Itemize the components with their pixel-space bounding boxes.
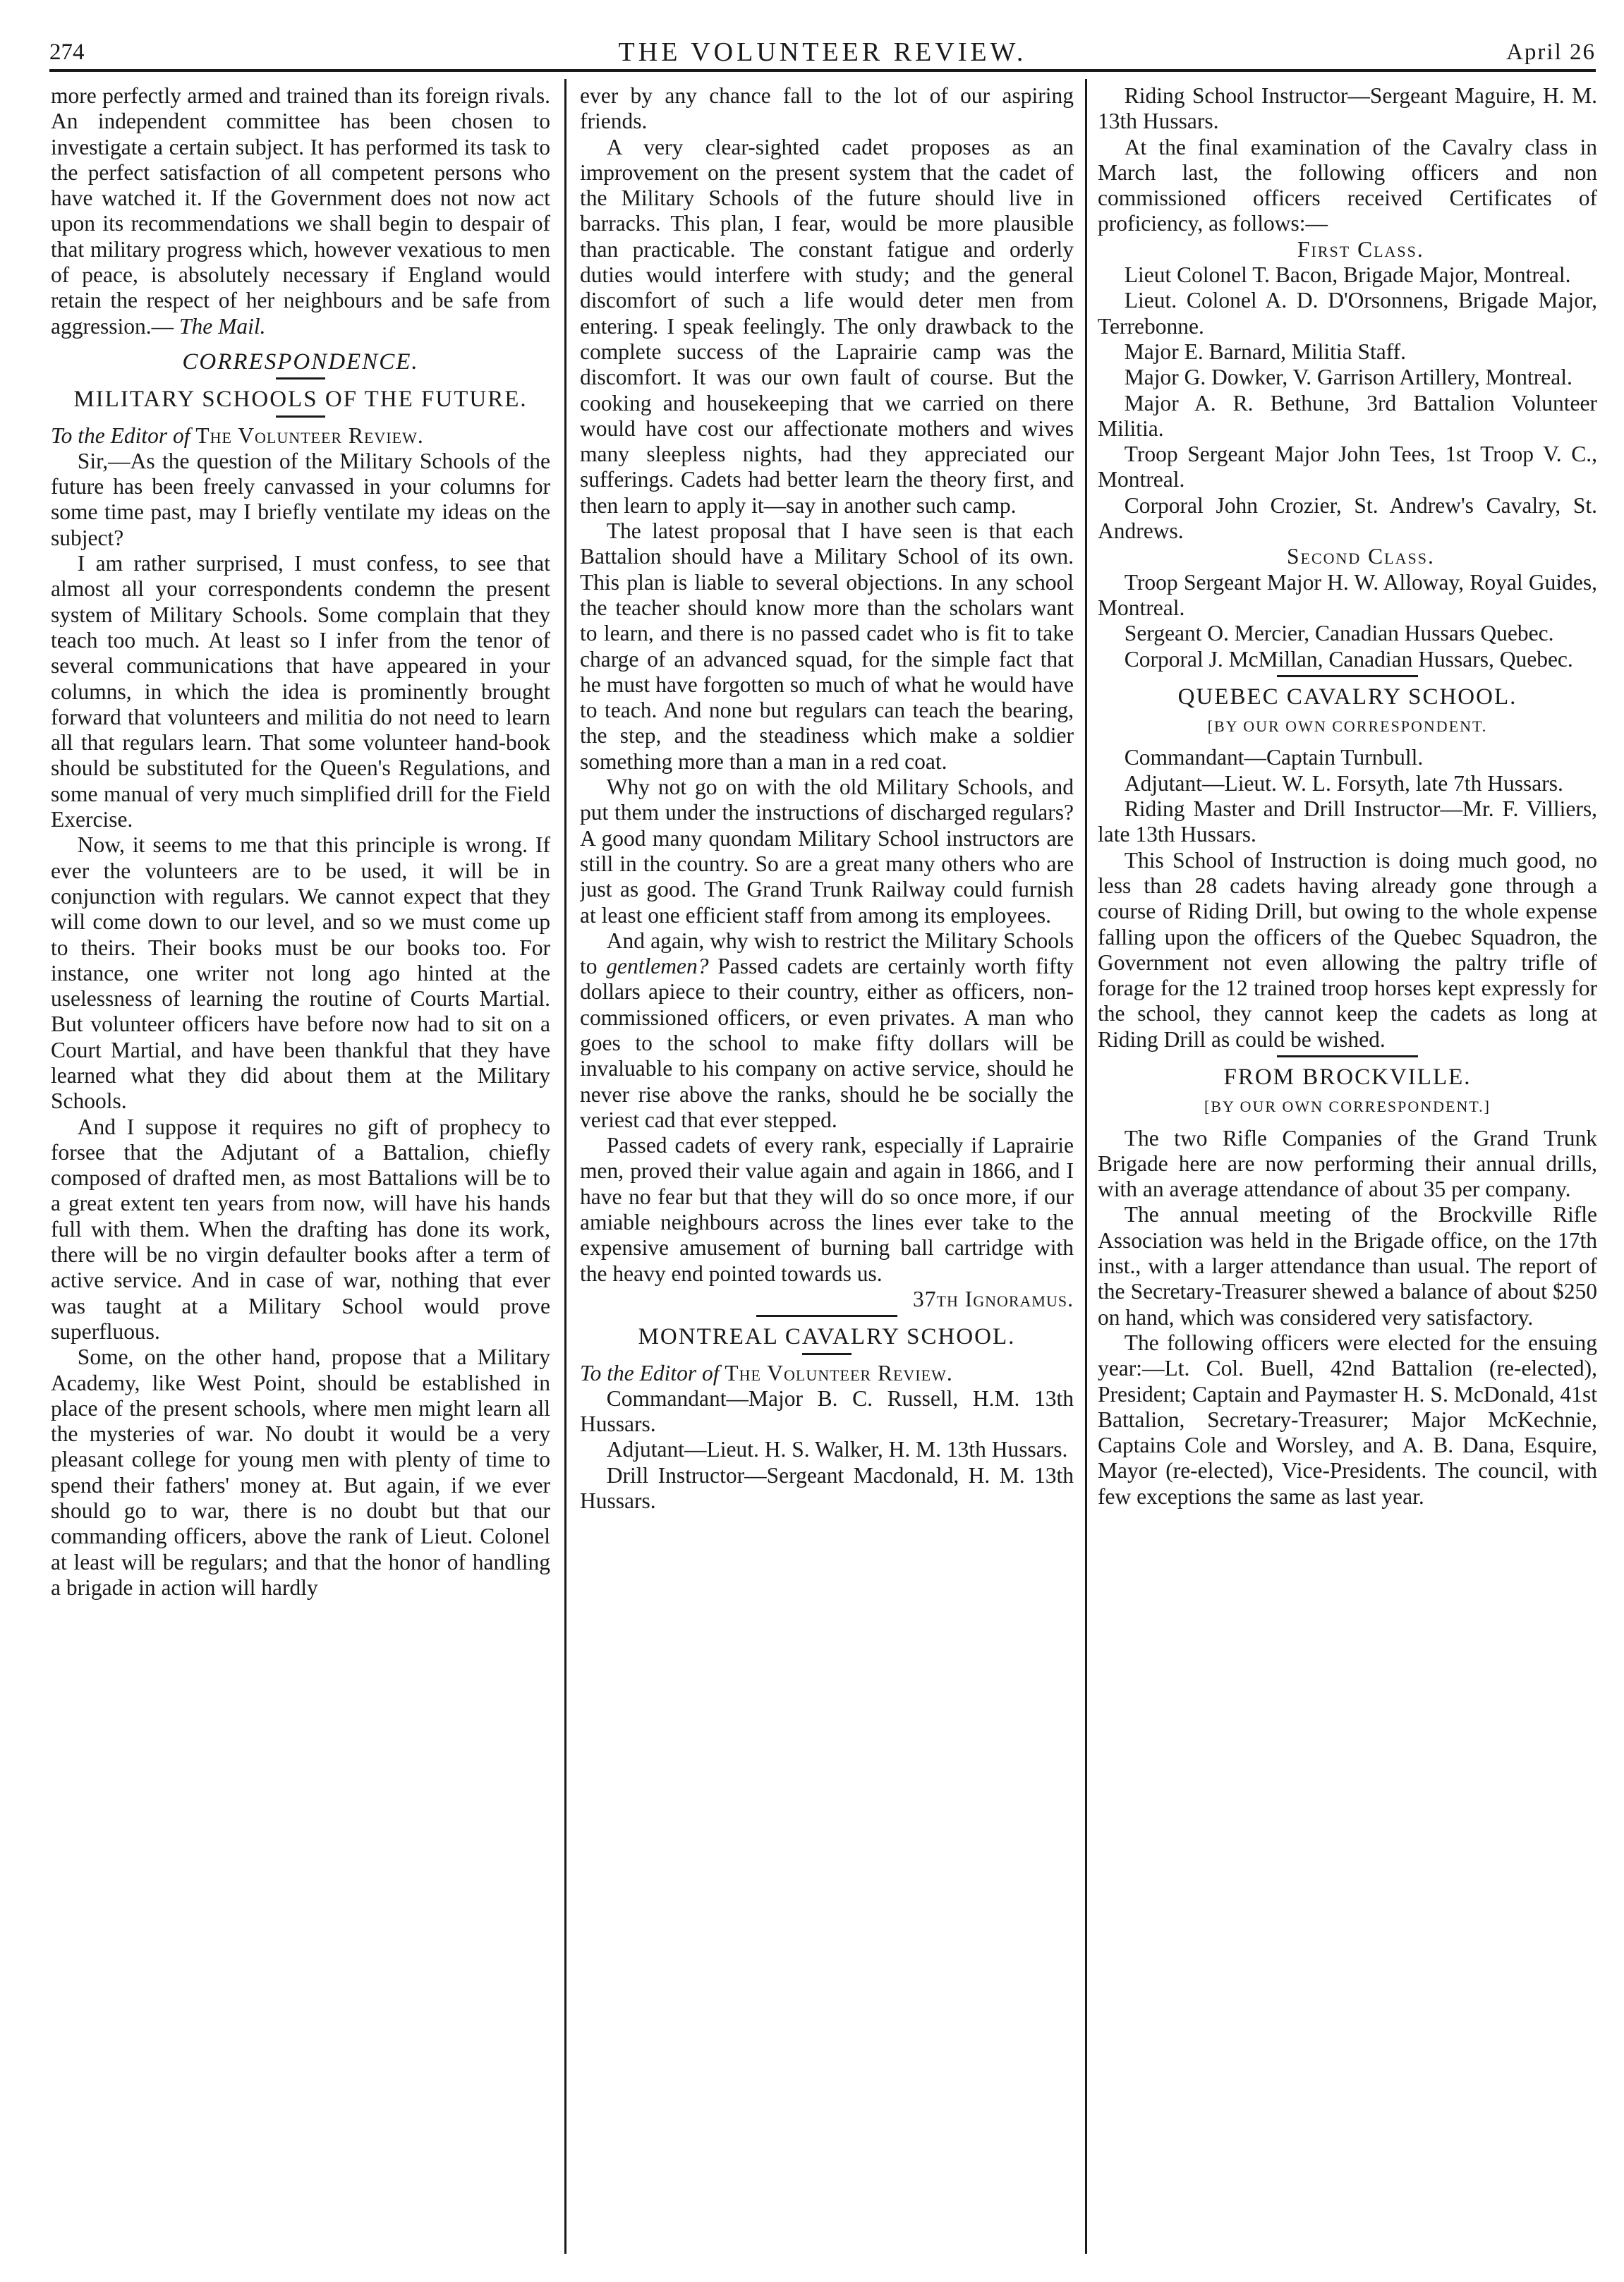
paragraph: Passed cadets of every rank, especially if Laprairie men, proved their value again and again in 1866, and I have no fear but that they will do so once more, if our amiable neighbours across the lines ever take to the expensive amusement of burning ball cartridge with the heavy end pointed towards us. (580, 1133, 1074, 1286)
column-rule (564, 79, 566, 2254)
column-left (51, 83, 550, 2261)
issue-date: April 26 (1506, 40, 1596, 65)
certificate-entry: Lieut Colonel T. Bacon, Brigade Major, Montreal. (1124, 262, 1571, 288)
source-credit: The Mail. (178, 313, 266, 339)
paragraph: And I suppose it requires no gift of prophecy to forsee that the Adjutant of a Battalion, chiefly composed of drafted men, as most Battalions will be to a great extent ten years from now, will have his hands full with them. When the drafting has done its work, there will be no virgin defaulter books after a term of active service. And in case of war, nothing that ever was taught at a Military School would prove superfluous. (51, 1114, 550, 1344)
column-middle (580, 83, 1074, 2261)
certificate-entry: Lieut. Colonel A. D. D'Orsonnens, Brigade Major, Terrebonne. (1098, 288, 1597, 339)
article-heading: FROM BROCKVILLE. (1223, 1064, 1472, 1090)
article-heading: MILITARY SCHOOLS OF THE FUTURE. (73, 387, 528, 413)
divider (276, 377, 325, 380)
paragraph: At the final examination of the Cavalry class in March last, the following officers and non commissioned officers received Certificates of proficiency, as follows:— (1098, 134, 1597, 236)
certificate-entry: Major E. Barnard, Militia Staff. (1124, 339, 1407, 364)
column-rule (1085, 79, 1087, 2254)
divider (276, 415, 325, 418)
paragraph: I am rather surprised, I must confess, to see that almost all your correspondents condemn the present system of Military Schools. Some complain that they teach too much. At least so I infer from the tenor of several communications that have appeared in your columns, in which the idea is prominently brought forward that volunteers and militia do not need to learn all that regulars learn. That some volunteer hand-book should be substituted for the Queen's Regulations, and some manual of very much simplified drill for the Field Exercise. (51, 551, 550, 832)
certificate-entry: Corporal J. McMillan, Canadian Hussars, Quebec. (1124, 646, 1573, 672)
certificate-entry: Sergeant O. Mercier, Canadian Hussars Quebec. (1124, 621, 1554, 646)
paragraph: The annual meeting of the Brockville Rifle Association was held in the Brigade office, on the 17th inst., with a larger attendance than usual. The report of the Secretary-Treasurer shewed a balance of about $250 on hand, which was considered very satisfactory. (1098, 1202, 1597, 1330)
staff-entry: Adjutant—Lieut. W. L. Forsyth, late 7th Hussars. (1124, 770, 1563, 796)
article-continuation (51, 83, 550, 339)
divider (1277, 675, 1418, 677)
paragraph: The latest proposal that I have seen is that each Battalion should have a Military School of its own. This plan is liable to several objections. In any school the teacher should know more than the scholars want to learn, and there is no passed cadet who is fit to take charge of an advanced squad, for the simple fact that he must have forgotten so much of what he would have to teach. And none but regulars can teach the bearing, the step, and the steadiness which make a soldier something more than a man in a red coat. (580, 518, 1074, 774)
paragraph: Sir,—As the question of the Military Schools of the future has been freely canvassed in your columns for some time past, may I briefly ventilate my ideas on the subject? (51, 448, 550, 550)
article-heading: MONTREAL CAVALRY SCHOOL. (638, 1324, 1016, 1350)
signature: 37th Ignoramus. (913, 1286, 1074, 1311)
certificate-entry: Corporal John Crozier, St. Andrew's Cavalry, St. Andrews. (1098, 492, 1597, 544)
paragraph-text: more perfectly armed and trained than its foreign rivals. An independent committee has been chosen to investigate a certain subject. It has performed its task to the perfect satisfaction of all competent persons who have watched it. If the Government does not now act upon its recommendations we shall begin to despair of that military progress which, however vexatious to men of peace, is absolutely necessary if England would retain the respect of her neighbours and be safe from aggression.— (51, 83, 550, 339)
paragraph: And again, why wish to restrict the Military Schools to gentlemen? Passed cadets are certainly worth fifty dollars apiece to their country, either as officers, non-commissioned officers, or even privates. A man who goes to the school to make fifty dollars will be invaluable to his company on active service, should he never rise above the ranks, should he be socially the veriest cad that ever stepped. (580, 928, 1074, 1132)
paragraph: This School of Instruction is doing much good, no less than 28 cadets having already gone through a course of Riding Drill, but owing to the whole expense falling upon the officers of the Quebec Squadron, the Government not even allowing the paltry trifle of forage for the 12 trained troop horses kept expressly for the school, they cannot keep the cadets as long at Riding Drill as could be wished. (1098, 847, 1597, 1052)
page-header (49, 28, 1596, 72)
paragraph: Now, it seems to me that this principle is wrong. If ever the volunteers are to be used, it will be in conjunction with regulars. We cannot expect that they will come down to our level, and so we must come up to theirs. Their books must be our books too. For instance, one writer not long ago hinted at the uselessness of learning the routine of Courts Martial. But volunteer officers have before now had to sit on a Court Martial, and have been thankful that they have learned what they did about them at the Military Schools. (51, 832, 550, 1114)
article-heading: QUEBEC CAVALRY SCHOOL. (1177, 684, 1517, 710)
paragraph: The following officers were elected for the ensuing year:—Lt. Col. Buell, 42nd Battalion (re-elected), President; Captain and Paymaster H. S. McDonald, 41st Battalion, Secretary-Treasurer; Major McKechnie, Captains Cole and Worsley, and A. B. Dana, Esquire, Mayor (re-elected), Vice-Presidents. The council, with few exceptions the same as last year. (1098, 1330, 1597, 1509)
staff-entry: Riding School Instructor—Sergeant Maguire, H. M. 13th Hussars. (1098, 83, 1597, 134)
certificate-entry: Major A. R. Bethune, 3rd Battalion Volunteer Militia. (1098, 390, 1597, 441)
paragraph: Why not go on with the old Military Schools, and put them under the instructions of discharged regulars? A good many quondam Military School instructors are still in the country. So are a great many others who are just as good. The Grand Trunk Railway could furnish at least one efficient staff from among its employees. (580, 775, 1074, 928)
divider (756, 1315, 897, 1317)
staff-entry: Adjutant—Lieut. H. S. Walker, H. M. 13th Hussars. (606, 1437, 1068, 1462)
staff-entry: Commandant—Major B. C. Russell, H.M. 13th Hussars. (580, 1385, 1074, 1437)
salutation: To the Editor of The Volunteer Review. (51, 423, 424, 448)
journal-title: THE VOLUNTEER REVIEW. (618, 37, 1027, 67)
staff-entry: Riding Master and Drill Instructor—Mr. F. Villiers, late 13th Hussars. (1098, 796, 1597, 847)
staff-entry: Commandant—Captain Turnbull. (1124, 745, 1424, 770)
paragraph: The two Rifle Companies of the Grand Trunk Brigade here are now performing their annual drills, with an average attendance of about 35 per company. (1098, 1125, 1597, 1202)
divider (802, 1353, 852, 1355)
certificate-entry: Troop Sergeant Major John Tees, 1st Troop V. C., Montreal. (1098, 442, 1597, 492)
staff-entry: Drill Instructor—Sergeant Macdonald, H. M. 13th Hussars. (580, 1462, 1074, 1514)
section-heading: CORRESPONDENCE. (182, 348, 419, 375)
byline: [BY OUR OWN CORRESPONDENT. (1207, 717, 1488, 736)
paragraph: ever by any chance fall to the lot of our aspiring friends. (580, 83, 1074, 134)
paragraph: Some, on the other hand, propose that a Military Academy, like West Point, should be established in place of the present schools, where men might learn all the mysteries of war. No doubt it would be a very pleasant college for young men with plenty of time to spend their fathers' money at. But again, if we ever should go to war, there is no doubt but that our commanding officers, above the rank of Lieut. Colonel at least will be regulars; and that the honor of handling a brigade in action will hardly (51, 1345, 550, 1600)
page-number: 274 (49, 40, 85, 65)
certificate-entry: Troop Sergeant Major H. W. Alloway, Royal Guides, Montreal. (1098, 569, 1597, 620)
salutation: To the Editor of The Volunteer Review. (580, 1360, 953, 1385)
class-heading: Second Class. (1286, 544, 1435, 569)
class-heading: First Class. (1297, 236, 1424, 262)
certificate-entry: Major G. Dowker, V. Garrison Artillery, Montreal. (1124, 365, 1573, 390)
divider (1277, 1055, 1418, 1057)
paragraph: A very clear-sighted cadet proposes as an improvement on the present system that the cadet of the Military Schools of the future should live in barracks. This plan, I fear, would be more plausible than practicable. The constant fatigue and orderly duties would interfere with study; and the general discomfort of such a life would deter men from entering. I speak feelingly. The only drawback to the complete success of the Laprairie camp was the discomfort. It was our own fault of course. But the cooking and housekeeping that we carried on there would have cost our affectionate mothers and wives many sleepless nights, had they appreciated our sufferings. Cadets had better learn the theory first, and then learn to apply it—say in another such camp. (580, 134, 1074, 518)
column-right (1098, 83, 1597, 2261)
byline: [BY OUR OWN CORRESPONDENT.] (1204, 1098, 1491, 1116)
